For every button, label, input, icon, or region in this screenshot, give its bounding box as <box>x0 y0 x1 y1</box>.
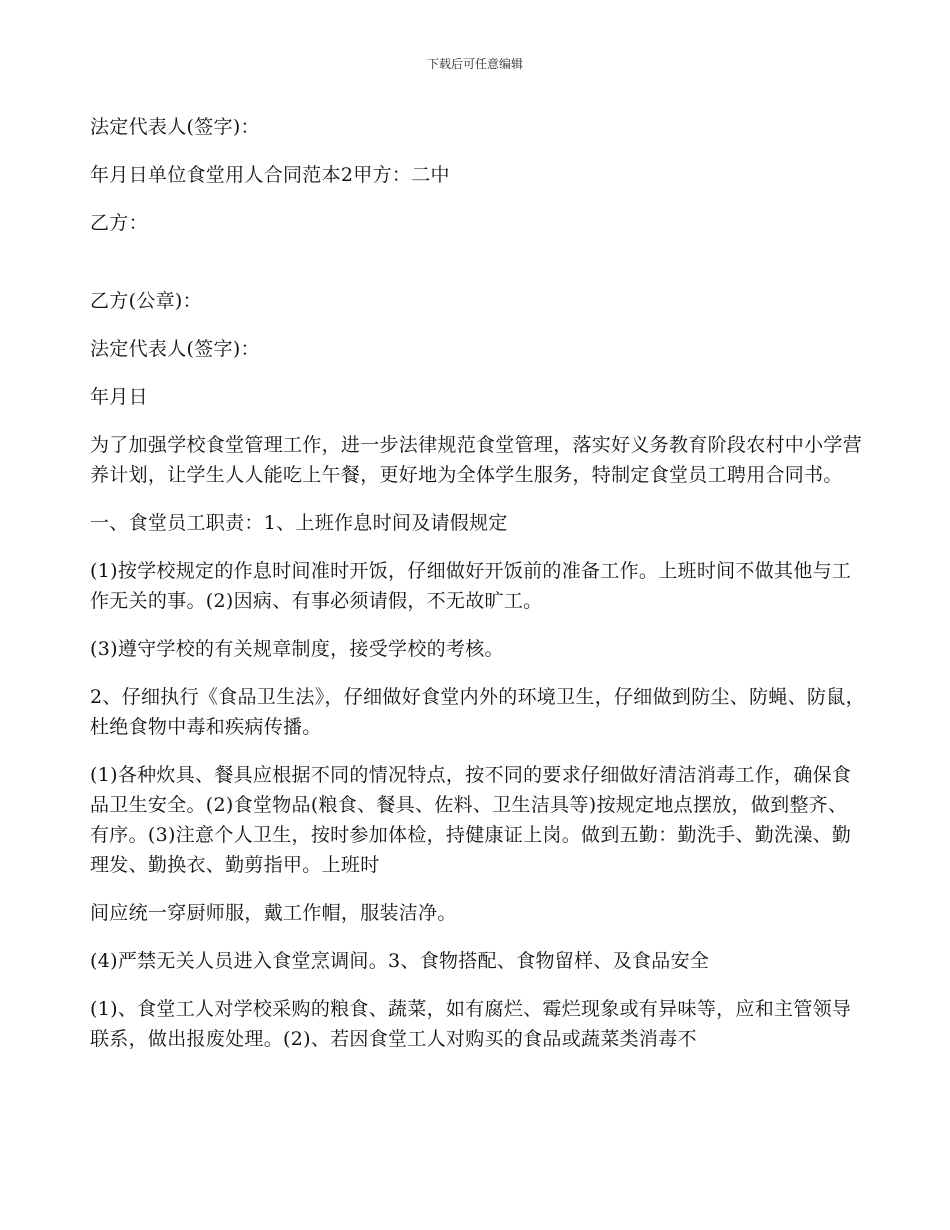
paragraph-party-b: 乙方： <box>90 212 148 234</box>
paragraph-clause-1-3: (3)遵守学校的有关规章制度，接受学校的考核。 <box>90 638 504 660</box>
document-body <box>90 112 865 1072</box>
paragraph-date: 年月日 <box>90 386 148 408</box>
paragraph-contract-title: 年月日单位食堂用人合同范本2甲方：二中 <box>90 164 450 186</box>
paragraph-legal-rep-signature-2: 法定代表人(签字)： <box>90 338 260 360</box>
paragraph-section-1-heading: 一、食堂员工职责：1、上班作息时间及请假规定 <box>90 512 508 534</box>
paragraph-clause-3-1: (1)、食堂工人对学校采购的粮食、蔬菜，如有腐烂、霉烂现象或有异味等，应和主管领导联系，做出报废处理。(2)、若因食堂工人对购买的食品或蔬菜类消毒不 <box>90 998 852 1050</box>
paragraph-clause-2-cont: 间应统一穿厨师服，戴工作帽，服装洁净。 <box>90 902 457 924</box>
page-header-note: 下载后可任意编辑 <box>426 57 523 71</box>
paragraph-clause-2-4: (4)严禁无关人员进入食堂烹调间。3、食物搭配、食物留样、及食品安全 <box>90 950 710 972</box>
paragraph-party-b-seal: 乙方(公章)： <box>90 290 202 312</box>
paragraph-clause-2: 2、仔细执行《食品卫生法》，仔细做好食堂内外的环境卫生，仔细做到防尘、防蝇、防鼠，杜绝食物中毒和疾病传播。 <box>90 686 865 738</box>
paragraph-clause-2-1: (1)各种炊具、餐具应根据不同的情况特点，按不同的要求仔细做好清洁消毒工作，确保食品卫生安全。(2)食堂物品(粮食、餐具、佐料、卫生洁具等)按规定地点摆放，做到整齐、有序。(3)注意个人卫生，按时参加体检，持健康证上岗。做到五勤：勤洗手、勤洗澡、勤理发、勤换衣、勤剪指甲。上班时 <box>90 764 852 876</box>
paragraph-legal-rep-signature: 法定代表人(签字)： <box>90 116 260 138</box>
paragraph-intro: 为了加强学校食堂管理工作，进一步法律规范食堂管理，落实好义务教育阶段农村中小学营养计划，让学生人人能吃上午餐，更好地为全体学生服务，特制定食堂员工聘用合同书。 <box>90 434 863 486</box>
paragraph-clause-1-1: (1)按学校规定的作息时间准时开饭，仔细做好开饭前的准备工作。上班时间不做其他与工作无关的事。(2)因病、有事必须请假，不无故旷工。 <box>90 560 852 612</box>
